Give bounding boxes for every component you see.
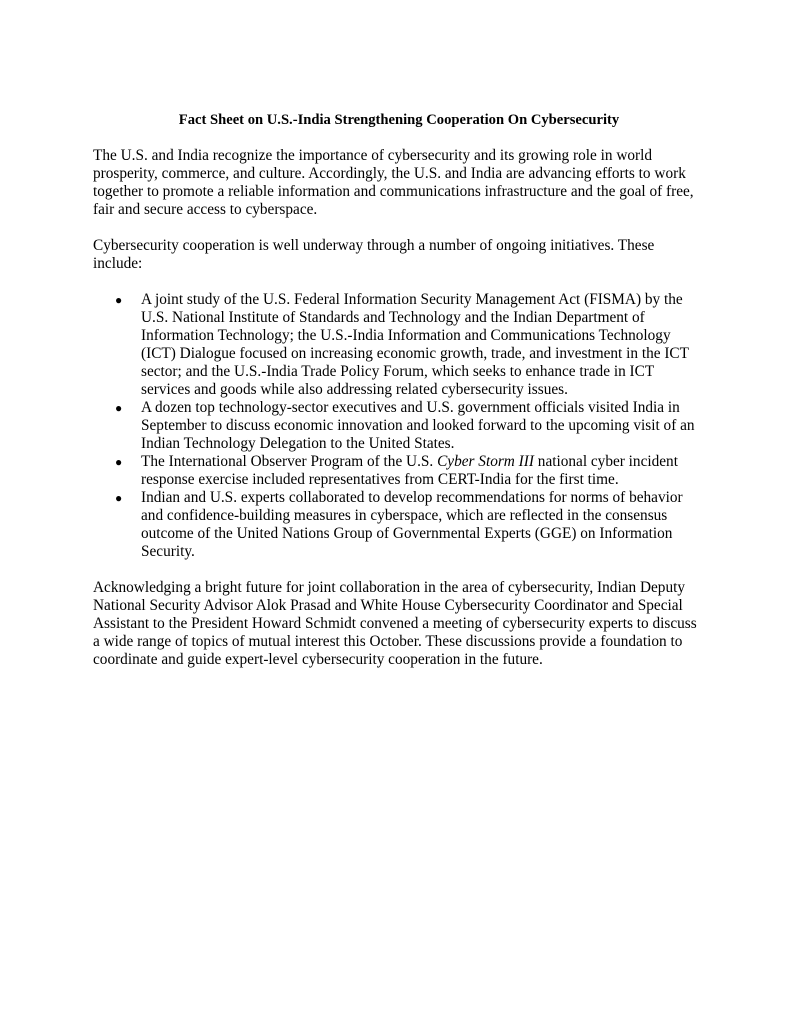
lead-in-paragraph: Cybersecurity cooperation is well underway through a number of ongoing initiatives. These include: bbox=[93, 237, 655, 272]
bullet-icon: ● bbox=[115, 491, 123, 505]
list-item-italic-text: Cyber Storm III bbox=[437, 453, 534, 470]
initiatives-list bbox=[93, 291, 705, 561]
bullet-icon: ● bbox=[115, 401, 123, 415]
list-item bbox=[93, 453, 705, 489]
list-item bbox=[93, 291, 705, 399]
intro-paragraph: The U.S. and India recognize the importance of cybersecurity and its growing role in world prosperity, commerce, and culture. Accordingly, the U.S. and India are advancing efforts to work together to promote a reliable information and communications infrastructure and the goal of free, fair and secure access to cyberspace. bbox=[93, 147, 694, 218]
list-item bbox=[93, 399, 705, 453]
document-title: Fact Sheet on U.S.-India Strengthening Cooperation On Cybersecurity bbox=[178, 112, 620, 128]
bullet-icon: ● bbox=[115, 293, 123, 307]
list-item-text-before: The International Observer Program of the U.S. bbox=[141, 453, 438, 470]
list-item bbox=[93, 489, 705, 561]
list-item-text: Indian and U.S. experts collaborated to develop recommendations for norms of behavior and confidence-building measures in cyberspace, which are reflected in the consensus outcome of the United Nations Group of Governmental Experts (GGE) on Information Security. bbox=[141, 489, 683, 560]
list-item-text: A dozen top technology-sector executives and U.S. government officials visited India in September to discuss economic innovation and looked forward to the upcoming visit of an Indian Technology Delegation to the United States. bbox=[141, 399, 695, 452]
document-page bbox=[93, 111, 705, 687]
bullet-icon: ● bbox=[115, 455, 123, 469]
list-item-text: A joint study of the U.S. Federal Information Security Management Act (FISMA) by the U.S. National Institute of Standards and Technology and the Indian Department of Information Technology; the U.S.-India Information and Communications Technology (ICT) Dialogue focused on increasing economic growth, trade, and investment in the ICT sector; and the U.S.-India Trade Policy Forum, which seeks to enhance trade in ICT services and goods while also addressing related cybersecurity issues. bbox=[141, 291, 689, 398]
closing-paragraph: Acknowledging a bright future for joint collaboration in the area of cybersecurity, Indian Deputy National Security Advisor Alok Prasad and White House Cybersecurity Coordinator and Special Assistant to the President Howard Schmidt convened a meeting of cybersecurity experts to discuss a wide range of topics of mutual interest this October. These discussions provide a foundation to coordinate and guide expert-level cybersecurity cooperation in the future. bbox=[93, 579, 697, 668]
list-item-text-after: national cyber incident response exercise included representatives from CERT-India for the first time. bbox=[141, 453, 678, 488]
